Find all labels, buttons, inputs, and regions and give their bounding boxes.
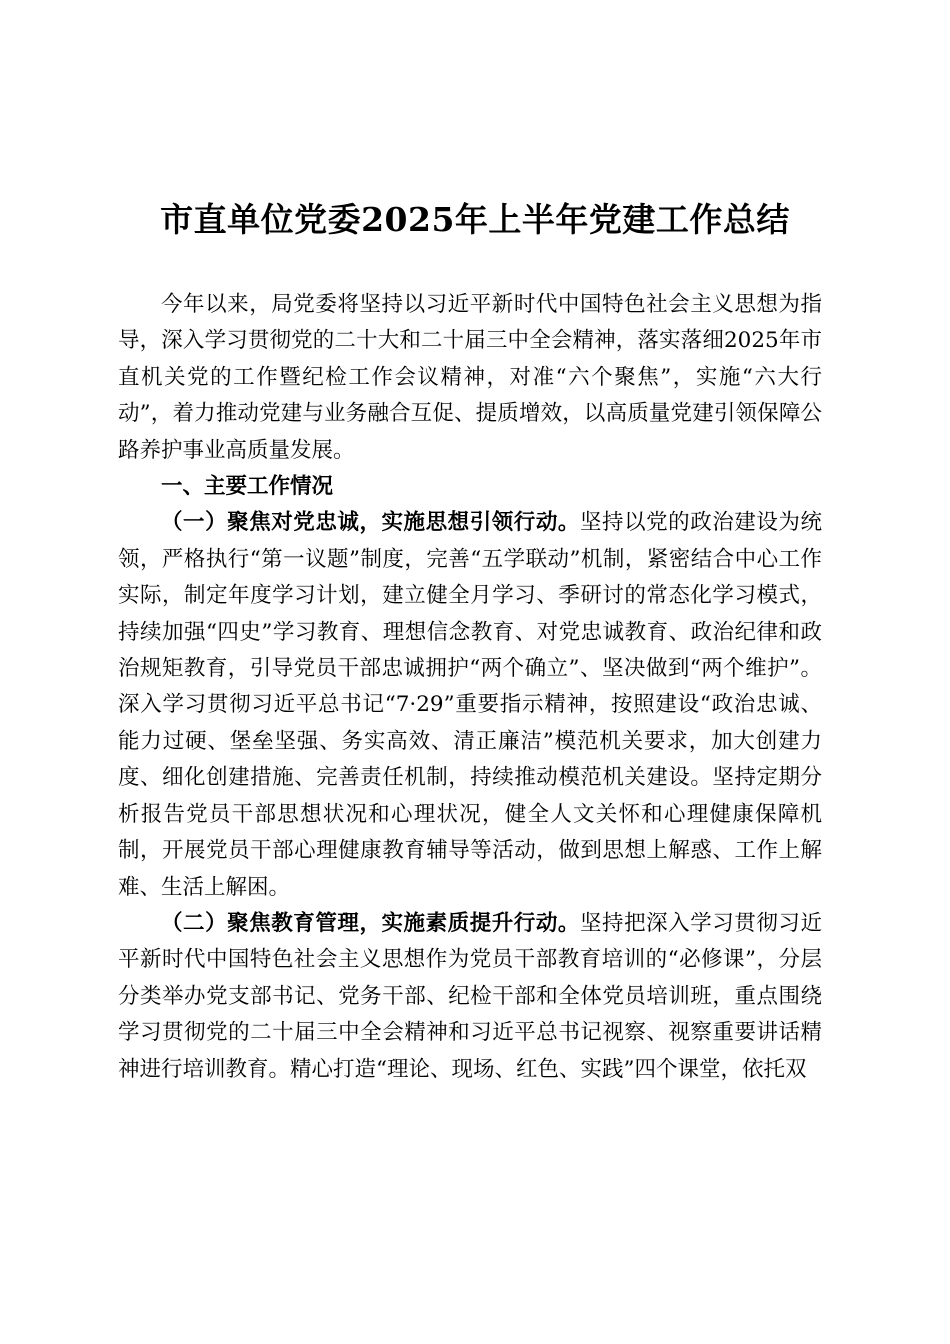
paragraph-lead: （一）聚焦对党忠诚，实施思想引领行动。	[161, 510, 580, 536]
paragraph-text: 坚持把深入学习贯彻习近平新时代中国特色社会主义思想作为党员干部教育培训的“必修课”，分层分类举办党支部书记、党务干部、纪检干部和全体党员培训班，重点围绕学习贯彻党的二十届三中全会精神和习近平总书记视察、视察重要讲话精神进行培训教育。精心打造“理论、现场、红色、实践”四个课堂，依托双	[118, 910, 822, 1082]
section-heading-main-work: 一、主要工作情况	[161, 474, 334, 500]
document-title: 市直单位党委2025年上半年党建工作总结	[160, 200, 790, 239]
paragraph-text: 坚持以党的政治建设为统领，严格执行“第一议题”制度，完善“五学联动”机制，紧密结合中心工作实际，制定年度学习计划，建立健全月学习、季研讨的常态化学习模式，持续加强“四史”学习教育、理想信念教育、对党忠诚教育、政治纪律和政治规矩教育，引导党员干部忠诚拥护“两个确立”、坚决做到“两个维护”。深入学习贯彻习近平总书记“7·29”重要指示精神，按照建设“政治忠诚、能力过硬、堡垒坚强、务实高效、清正廉洁”模范机关要求，加大创建力度、细化创建措施、完善责任机制，持续推动模范机关建设。坚持定期分析报告党员干部思想状况和心理状况，健全人文关怀和心理健康保障机制，开展党员干部心理健康教育辅导等活动，做到思想上解惑、工作上解难、生活上解困。	[118, 510, 822, 900]
paragraph-lead: （二）聚焦教育管理，实施素质提升行动。	[161, 910, 580, 936]
paragraph-education	[118, 906, 822, 1088]
document-body	[118, 287, 822, 1088]
paragraph-loyalty	[118, 505, 822, 905]
intro-paragraph: 今年以来，局党委将坚持以习近平新时代中国特色社会主义思想为指导，深入学习贯彻党的二十大和二十届三中全会精神，落实落细2025年市直机关党的工作暨纪检工作会议精神，对准“六个聚焦”，实施“六大行动”，着力推动党建与业务融合互促、提质增效，以高质量党建引领保障公路养护事业高质量发展。	[118, 292, 822, 463]
